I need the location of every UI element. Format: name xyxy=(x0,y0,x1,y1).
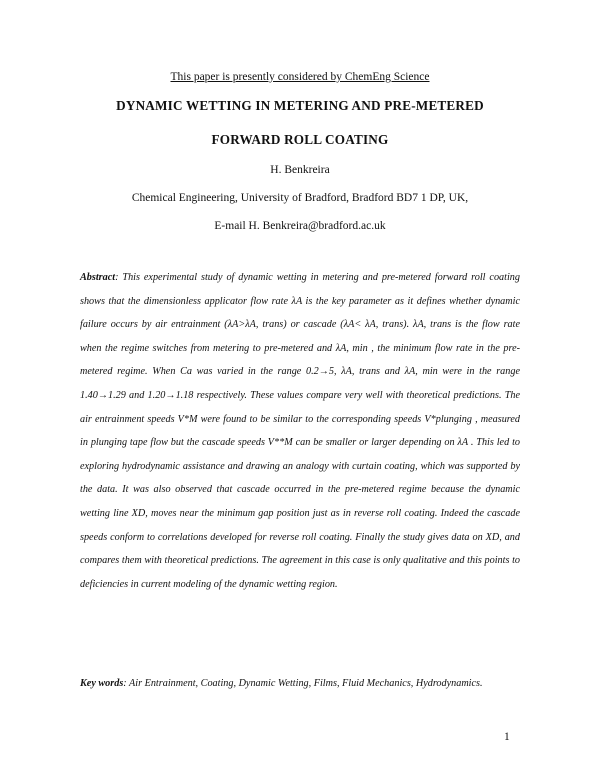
abstract xyxy=(80,266,520,596)
keywords xyxy=(80,678,520,689)
author: H. Benkreira xyxy=(270,164,330,176)
consideration-note: This paper is presently considered by ChemEng Science xyxy=(170,71,430,83)
abstract-label: Abstract xyxy=(80,272,116,283)
author-email: E-mail H. Benkreira@bradford.ac.uk xyxy=(214,220,386,232)
keywords-label: Key words xyxy=(80,678,124,689)
paper-title-line-1: DYNAMIC WETTING IN METERING AND PRE-METERED xyxy=(116,98,484,113)
paper-title-line-2: FORWARD ROLL COATING xyxy=(211,132,389,147)
page-number: 1 xyxy=(504,731,510,743)
abstract-text: : This experimental study of dynamic wetting in metering and pre-metered forward roll coating shows that the dimensionless applicator flow rate λA is the key parameter as it defines whether dynamic failure occurs by air entrainment (λA>λA, trans) or cascade (λA< λA, trans). λA, trans is the flow rate when the regime switches from metering to pre-metered and λA, min , the minimum flow rate in the pre-metered regime. When Ca was varied in the range 0.2→5, λA, trans and λA, min were in the range 1.40→1.29 and 1.20→1.18 respectively. These values compare very well with theoretical predictions. The air entrainment speeds V*M were found to be similar to the corresponding speeds V*plunging , measured in plunging tape flow but the cascade speeds V**M can be smaller or larger depending on λA . This led to exploring hydrodynamic assistance and drawing an analogy with curtain coating, which was supported by the data. It was also observed that cascade occurred in the pre-metered regime because the dynamic wetting line XD, moves near the minimum gap position just as in reverse roll coating. Indeed the cascade speeds conform to correlations developed for reverse roll coating. Finally the study gives data on XD, and compares them with theoretical predictions. The agreement in this case is only qualitative and this points to deficiencies in current modeling of the dynamic wetting region. xyxy=(80,272,520,590)
affiliation: Chemical Engineering, University of Bradford, Bradford BD7 1 DP, UK, xyxy=(131,192,469,204)
keywords-text: : Air Entrainment, Coating, Dynamic Wetting, Films, Fluid Mechanics, Hydrodynamics. xyxy=(123,678,483,689)
